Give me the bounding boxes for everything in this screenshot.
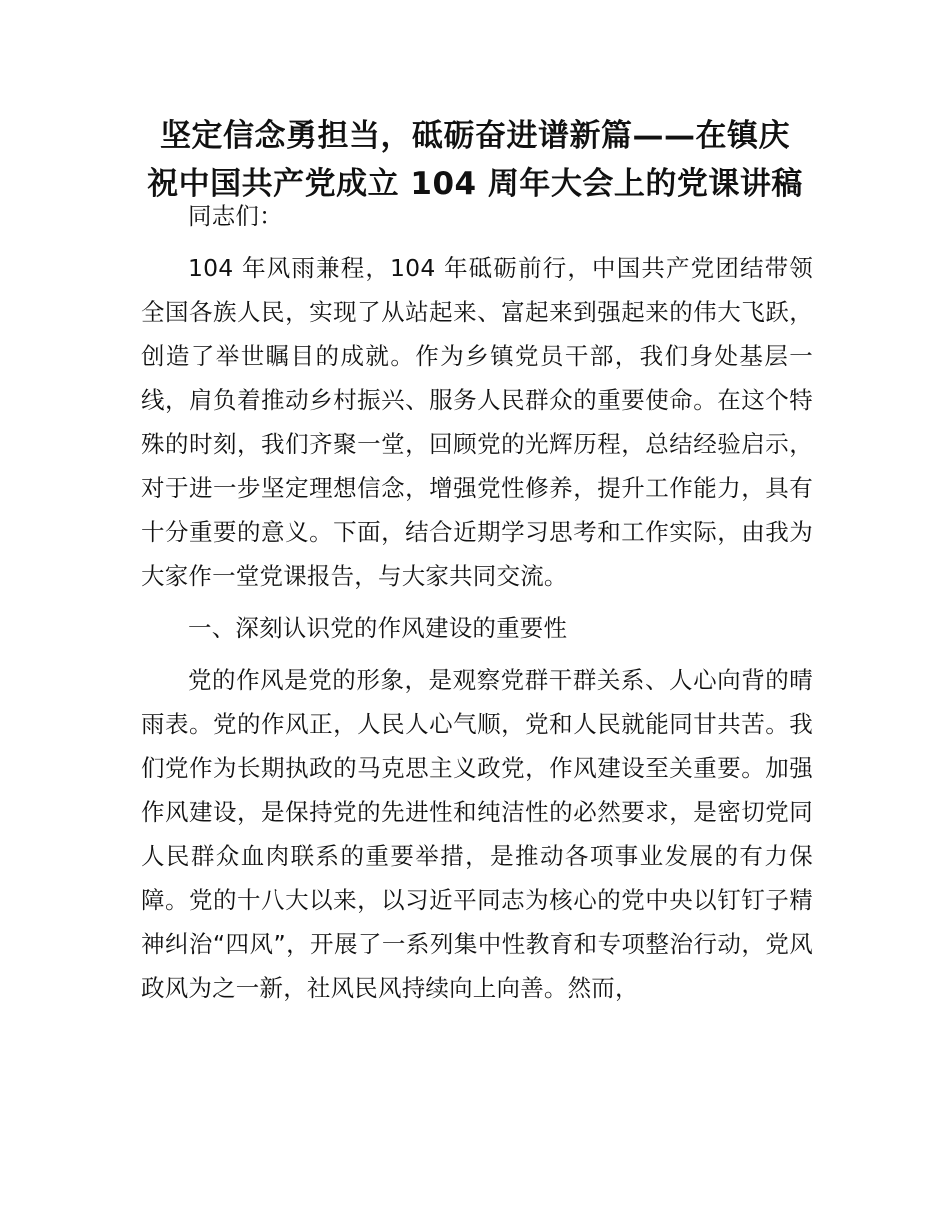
- section-heading-1: 一、深刻认识党的作风建设的重要性: [188, 614, 568, 642]
- paragraph-intro: 104 年风雨兼程，104 年砥砺前行，中国共产党团结带领全国各族人民，实现了从站起来、富起来到强起来的伟大飞跃，创造了举世瞩目的成就。作为乡镇党员干部，我们身处基层一线，肩负着推动乡村振兴、服务人民群众的重要使命。在这个特殊的时刻，我们齐聚一堂，回顾党的光辉历程，总结经验启示，对于进一步坚定理想信念，增强党性修养，提升工作能力，具有十分重要的意义。下面，结合近期学习思考和工作实际，由我为大家作一堂党课报告，与大家共同交流。: [141, 254, 813, 590]
- salutation: 同志们：: [188, 202, 283, 230]
- title-line-1: 坚定信念勇担当，砥砺奋进谱新篇——在镇庆: [160, 118, 790, 154]
- paragraph-section-1: 党的作风是党的形象，是观察党群干群关系、人心向背的晴雨表。党的作风正，人民人心气顺，党和人民就能同甘共苦。我们党作为长期执政的马克思主义政党，作风建设至关重要。加强作风建设，是保持党的先进性和纯洁性的必然要求，是密切党同人民群众血肉联系的重要举措，是推动各项事业发展的有力保障。党的十八大以来，以习近平同志为核心的党中央以钉钉子精神纠治“四风”，开展了一系列集中性教育和专项整治行动，党风政风为之一新，社风民风持续向上向善。然而，: [141, 666, 813, 1002]
- title-line-2: 祝中国共产党成立 104 周年大会上的党课讲稿: [147, 166, 803, 202]
- document-body: [141, 194, 813, 1018]
